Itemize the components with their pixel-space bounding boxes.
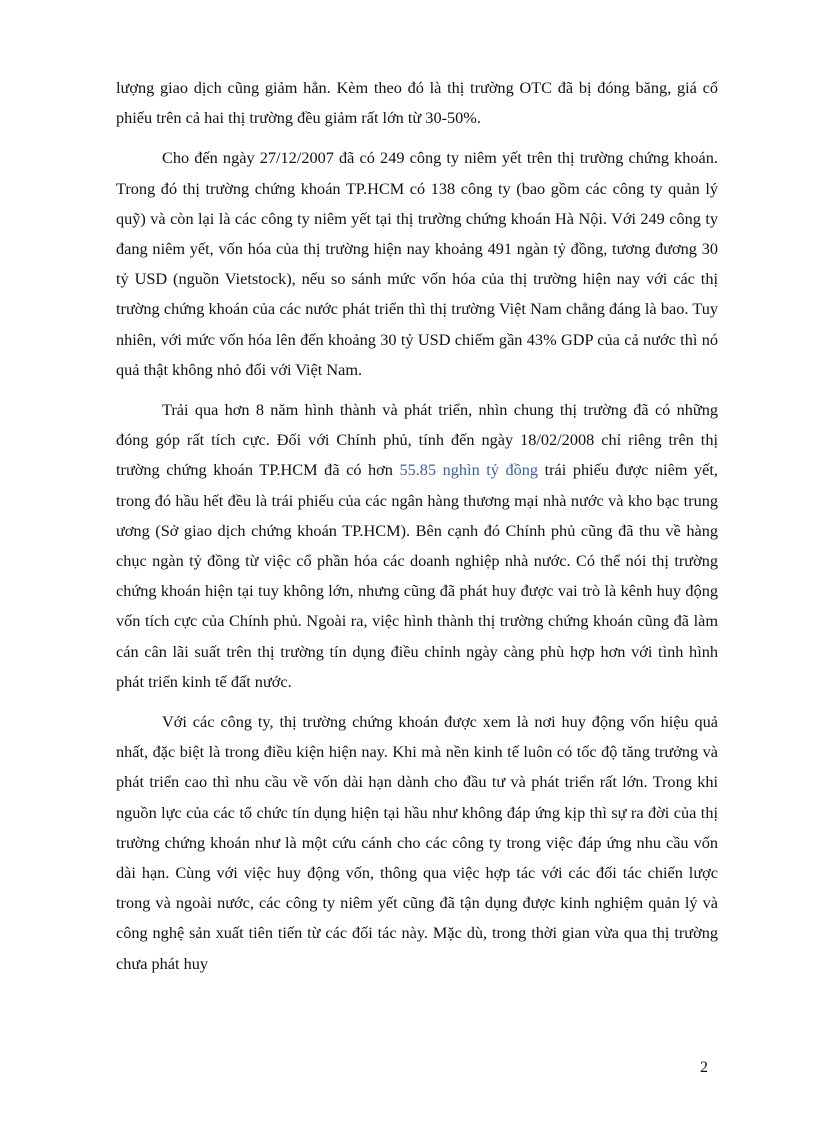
paragraph-2: Cho đến ngày 27/12/2007 đã có 249 công ty niêm yết trên thị trường chứng khoán. Trong đó thị trường chứng khoán TP.HCM có 138 công ty (bao gồm các công ty quản lý quỹ) và còn lại là các công ty niêm yết tại thị trường chứng khoán Hà Nội. Với 249 công ty đang niêm yết, vốn hóa của thị trường hiện nay khoảng 491 ngàn tỷ đồng, tương đương 30 tỷ USD (nguồn Vietstock), nếu so sánh mức vốn hóa của thị trường hiện nay với các thị trường chứng khoán của các nước phát triển thì thị trường Việt Nam chẳng đáng là bao. Tuy nhiên, với mức vốn hóa lên đến khoảng 30 tỷ USD chiếm gần 43% GDP của cả nước thì nó quả thật không nhỏ đối với Việt Nam. [116,148,718,379]
paragraph-3-text-after: trái phiếu được niêm yết, trong đó hầu hết đều là trái phiếu của các ngân hàng thương mại nhà nước và kho bạc trung ương (Sở giao dịch chứng khoán TP.HCM). Bên cạnh đó Chính phủ cũng đã thu về hàng chục ngàn tỷ đồng từ việc cổ phần hóa các doanh nghiệp nhà nước. Có thể nói thị trường chứng khoán hiện tại tuy không lớn, nhưng cũng đã phát huy được vai trò là kênh huy động vốn tích cực của Chính phủ. Ngoài ra, việc hình thành thị trường chứng khoán cũng đã làm cán cân lãi suất trên thị trường tín dụng điều chỉnh ngày càng phù hợp hơn với tình hình phát triển kinh tế đất nước. [116,460,718,691]
paragraph-1: lượng giao dịch cũng giảm hẳn. Kèm theo đó là thị trường OTC đã bị đóng băng, giá cổ phiếu trên cả hai thị trường đều giảm rất lớn từ 30-50%. [116,78,718,128]
paragraph-3-text-before: Trải qua hơn 8 năm hình thành và phát triển, nhìn chung thị trường đã có những đóng góp rất tích cực. Đối với Chính phủ, tính đến ngày 18/02/2008 chỉ riêng trên thị trường chứng khoán TP.HCM đã có hơn [116,400,718,480]
page-number: 2 [700,1059,708,1076]
highlighted-amount: 55.85 nghìn tỷ đồng [399,460,539,480]
document-body [116,73,718,989]
paragraph-4: Với các công ty, thị trường chứng khoán được xem là nơi huy động vốn hiệu quả nhất, đặc biệt là trong điều kiện hiện nay. Khi mà nền kinh tế luôn có tốc độ tăng trưởng và phát triển cao thì nhu cầu về vốn dài hạn dành cho đầu tư và phát triển rất lớn. Trong khi nguồn lực của các tổ chức tín dụng hiện tại hầu như không đáp ứng kịp thì sự ra đời của thị trường chứng khoán như là một cứu cánh cho các công ty trong việc đáp ứng nhu cầu vốn dài hạn. Cùng với việc huy động vốn, thông qua việc hợp tác với các đối tác chiến lược trong và ngoài nước, các công ty niêm yết cũng đã tận dụng được kinh nghiệm quản lý và công nghệ sản xuất tiên tiến từ các đối tác này. Mặc dù, trong thời gian vừa qua thị trường chưa phát huy [116,712,718,973]
paragraph-3 [116,395,718,697]
